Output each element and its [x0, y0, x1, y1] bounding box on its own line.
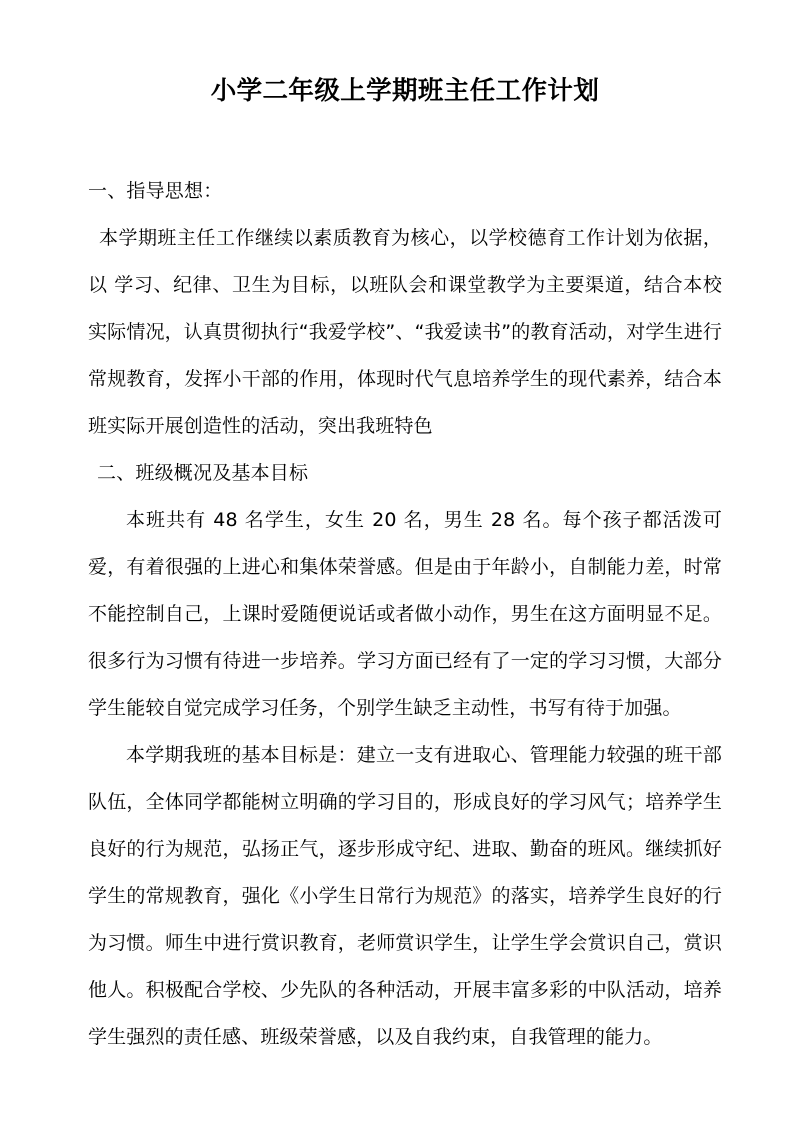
document-title: 小学二年级上学期班主任工作计划 [210, 76, 600, 106]
paragraph-class-composition: 本班共有 48 名学生，女生 20 名，男生 28 名。每个孩子都活泼可爱，有着很强的上进心和集体荣誉感。但是由于年龄小，自制能力差，时常不能控制自己，上课时爱随便说话或者做小动作，男生在这方面明显不足。很多行为习惯有待进一步培养。学习方面已经有了一定的学习习惯，大部分学生能较自觉完成学习任务，个别学生缺乏主动性，书写有待于加强。 [88, 508, 722, 719]
section-heading-class-overview: 二、班级概况及基本目标 [97, 461, 309, 484]
document-body [88, 70, 722, 1061]
title-spacer [88, 108, 722, 168]
paragraph-guiding-ideology: 本学期班主任工作继续以素质教育为核心，以学校德育工作计划为依据，以 学习、纪律、卫生为目标，以班队会和课堂教学为主要渠道，结合本校实际情况，认真贯彻执行“我爱学校”、“我爱读书”的教育活动，对学生进行常规教育，发挥小干部的作用，体现时代气息培养学生的现代素养，结合本班实际开展创造性的活动，突出我班特色 [88, 226, 722, 437]
section-heading-guiding-ideology: 一、指导思想： [88, 179, 223, 202]
paragraph-basic-goals: 本学期我班的基本目标是：建立一支有进取心、管理能力较强的班干部队伍，全体同学都能树立明确的学习目的，形成良好的学习风气；培养学生良好的行为规范，弘扬正气，逐步形成守纪、进取、勤奋的班风。继续抓好学生的常规教育，强化《小学生日常行为规范》的落实，培养学生良好的行为习惯。师生中进行赏识教育，老师赏识学生，让学生学会赏识自己，赏识他人。积极配合学校、少先队的各种活动，开展丰富多彩的中队活动，培养学生强烈的责任感、班级荣誉感，以及自我约束，自我管理的能力。 [88, 743, 722, 1048]
